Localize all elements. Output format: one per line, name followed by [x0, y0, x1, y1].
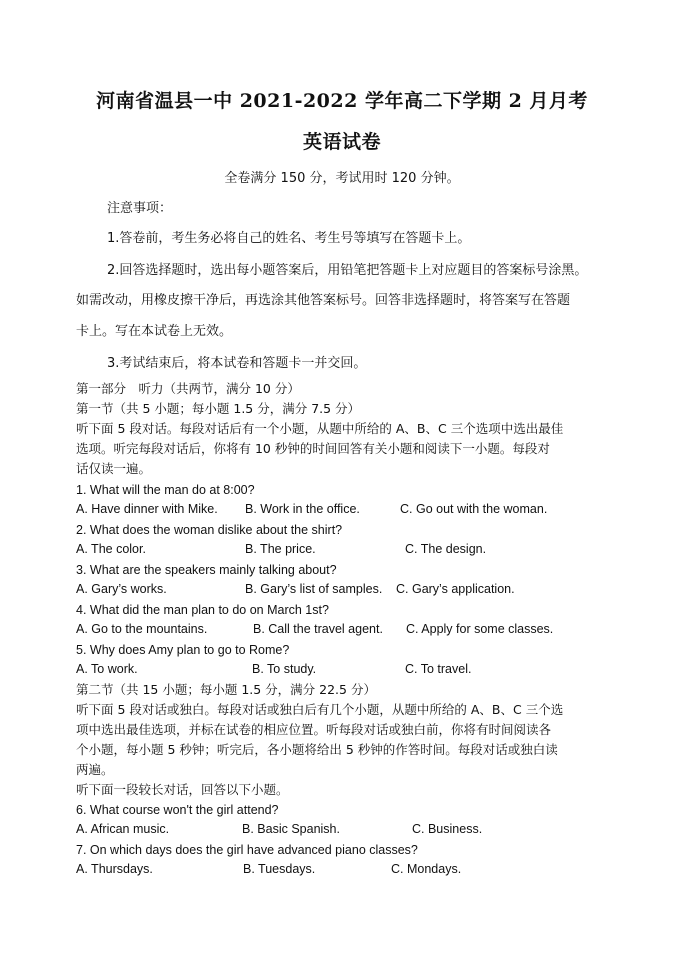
question-stem: 1. What will the man do at 8:00? [76, 483, 255, 497]
section2-instruction-line-4: 两遍。 [76, 762, 114, 777]
section2-instruction-line-2: 项中选出最佳选项，并标在试卷的相应位置。听每段对话或独白前，你将有时间阅读各 [76, 722, 552, 737]
option-c: C. Gary’s application. [396, 582, 515, 596]
section1-instruction-line-1: 听下面 5 段对话。每段对话后有一个小题，从题中所给的 A、B、C 三个选项中选出最佳 [76, 421, 564, 436]
section1-instruction-line-3: 话仅读一遍。 [76, 461, 152, 476]
section1-heading: 第一节（共 5 小题；每小题 1.5 分，满分 7.5 分） [76, 401, 361, 416]
option-c: C. The design. [405, 542, 487, 556]
section2-instruction-line-1: 听下面 5 段对话或独白。每段对话或独白后有几个小题，从题中所给的 A、B、C 三个选 [76, 702, 564, 717]
notice-item-3: 3.考试结束后，将本试卷和答题卡一并交回。 [107, 356, 367, 371]
question-stem: 4. What did the man plan to do on March 1st? [76, 603, 329, 617]
section2-instruction-line-3: 个小题，每小题 5 秒钟；听完后，各小题将给出 5 秒钟的作答时间。每段对话或独白读 [76, 742, 558, 757]
option-a: A. Thursdays. [76, 862, 153, 876]
question-stem: 6. What course won't the girl attend? [76, 803, 279, 817]
notice-item-2-line-1: 2.回答选择题时，选出每小题答案后，用铅笔把答题卡上对应题目的答案标号涂黑。 [107, 263, 588, 278]
option-c: C. Business. [412, 822, 483, 836]
option-a: A. The color. [76, 542, 146, 556]
option-b: B. The price. [245, 542, 316, 556]
option-a: A. Have dinner with Mike. [76, 502, 218, 516]
option-a: A. Gary’s works. [76, 582, 167, 596]
option-a: A. African music. [76, 822, 170, 836]
option-b: B. Tuesdays. [243, 862, 316, 876]
option-b: B. Gary’s list of samples. [245, 582, 383, 596]
notice-item-2-line-2: 如需改动，用橡皮擦干净后，再选涂其他答案标号。回答非选择题时，将答案写在答题 [76, 293, 571, 308]
exam-subject-title: 英语试卷 [302, 131, 381, 153]
dialog-intro: 听下面一段较长对话，回答以下小题。 [76, 782, 289, 797]
question-stem: 5. Why does Amy plan to go to Rome? [76, 643, 290, 657]
question-stem: 7. On which days does the girl have advanced piano classes? [76, 843, 418, 857]
exam-title: 河南省温县一中 2021-2022 学年高二下学期 2 月月考 [96, 90, 588, 112]
option-c: C. Go out with the woman. [400, 502, 548, 516]
section2-heading: 第二节（共 15 小题；每小题 1.5 分，满分 22.5 分） [76, 682, 376, 697]
option-c: C. Mondays. [391, 862, 462, 876]
option-c: C. To travel. [405, 662, 472, 676]
notice-item-2-line-3: 卡上。写在本试卷上无效。 [76, 324, 233, 339]
option-b: B. Basic Spanish. [242, 822, 340, 836]
notice-heading: 注意事项： [107, 201, 173, 216]
notice-item-1: 1.答卷前，考生务必将自己的姓名、考生号等填写在答题卡上。 [107, 231, 471, 246]
section1-instruction-line-2: 选项。听完每段对话后，你将有 10 秒钟的时间回答有关小题和阅读下一小题。每段对 [76, 441, 550, 456]
part1-heading: 第一部分 听力（共两节，满分 10 分） [76, 381, 300, 396]
score-time-note: 全卷满分 150 分，考试用时 120 分钟。 [224, 171, 460, 186]
option-a: A. To work. [76, 662, 138, 676]
question-stem: 2. What does the woman dislike about the shirt? [76, 523, 343, 537]
option-b: B. Work in the office. [245, 502, 360, 516]
option-b: B. To study. [252, 662, 317, 676]
option-b: B. Call the travel agent. [253, 622, 383, 636]
option-a: A. Go to the mountains. [76, 622, 208, 636]
option-c: C. Apply for some classes. [406, 622, 554, 636]
question-stem: 3. What are the speakers mainly talking about? [76, 563, 337, 577]
